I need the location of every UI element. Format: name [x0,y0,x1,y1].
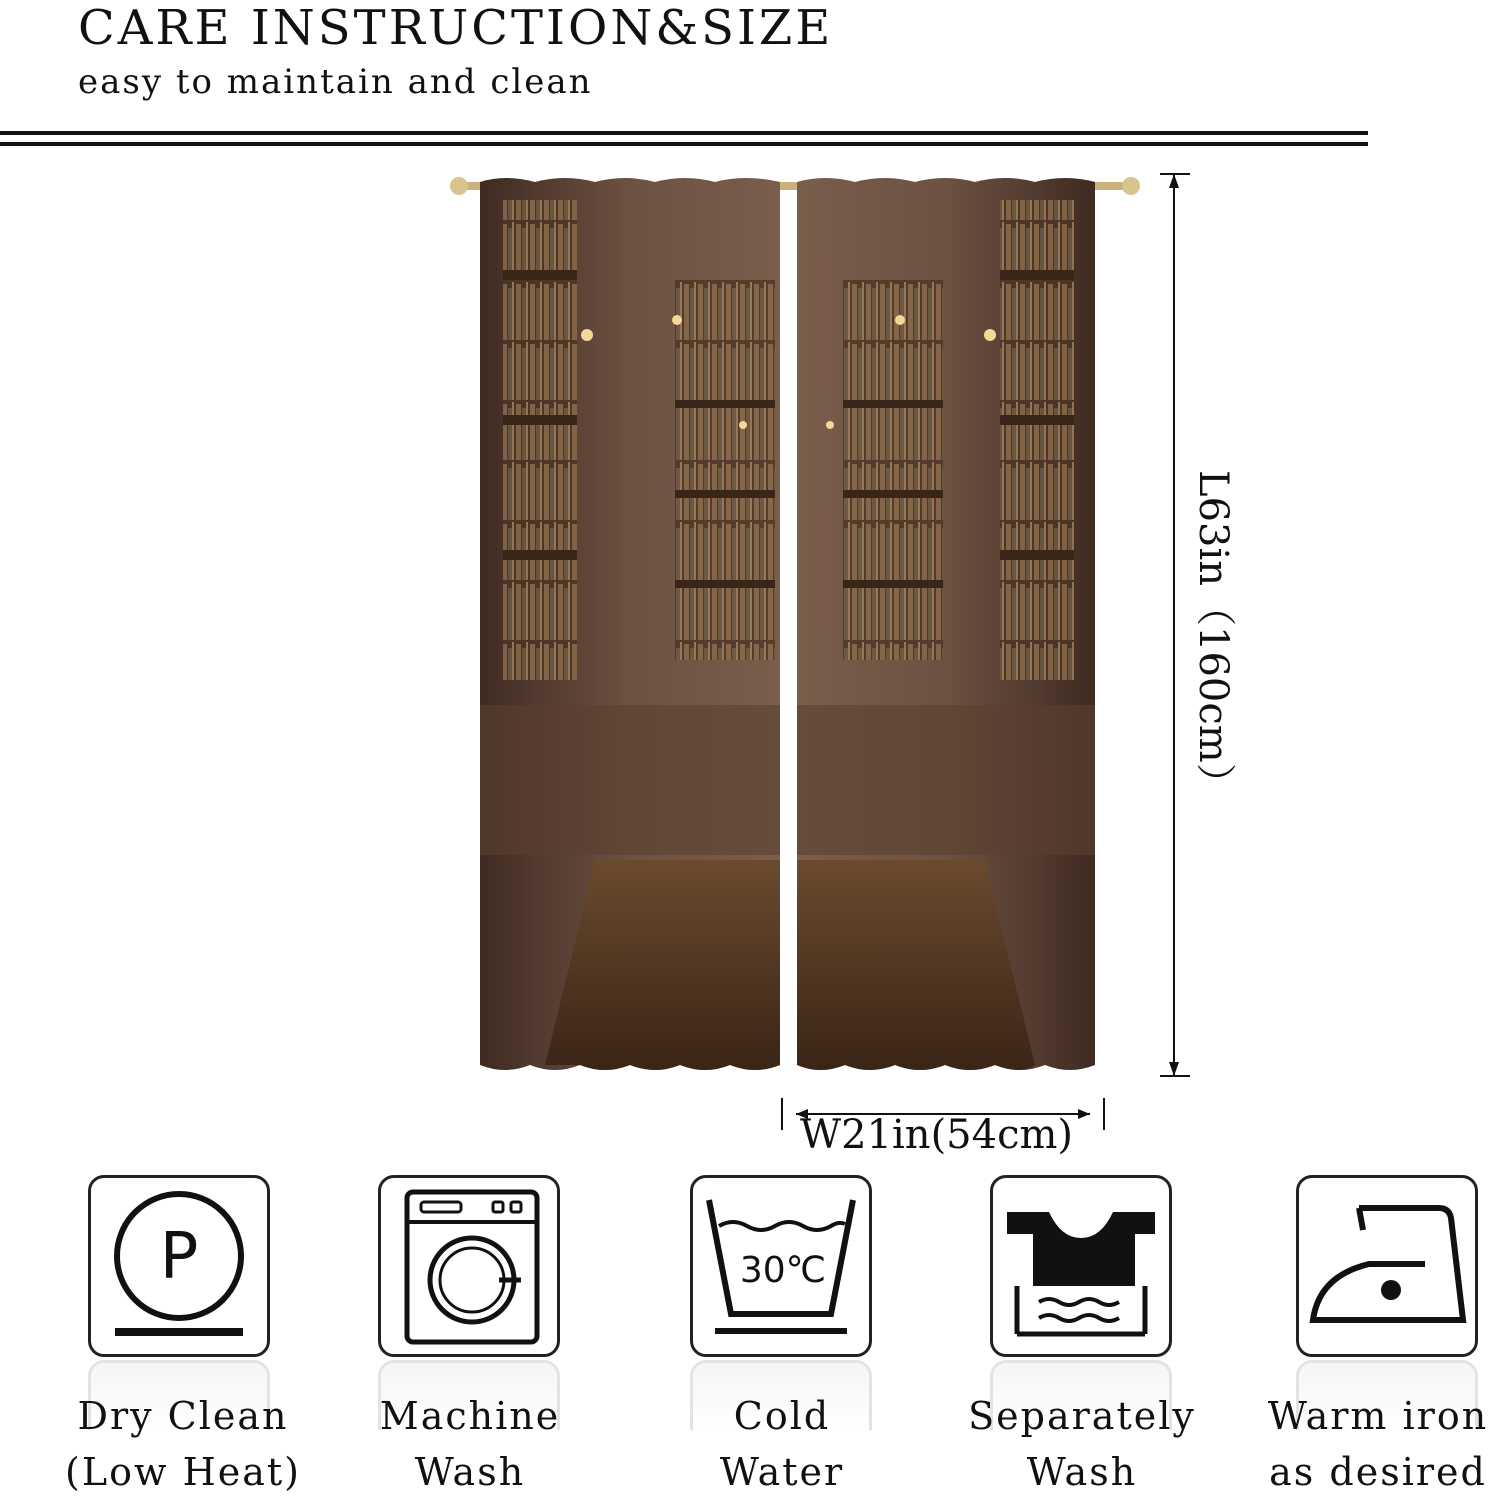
dry-clean-letter: P [159,1220,199,1294]
dry-clean-label [63,1388,303,1500]
cold-water-card [690,1175,872,1357]
warm-iron-label [1258,1388,1498,1500]
cold-water-line1: Cold [733,1394,831,1438]
divider-top [0,131,1368,135]
rod-finial-right [1122,177,1140,195]
page-subtitle: easy to maintain and clean [78,62,593,102]
machine-wash-line1: Machine [379,1394,561,1438]
temperature-badge: 30℃ [739,1250,827,1291]
washing-machine-icon [381,1178,557,1354]
curtain-image [445,160,1145,1100]
separately-wash-line2: Wash [1026,1450,1138,1494]
cold-water-line2: Water [719,1450,845,1494]
cold-water-label [662,1388,902,1500]
dry-clean-icon [91,1178,267,1354]
warm-iron-card [1296,1175,1478,1357]
width-label: W21in(54cm) [800,1112,1074,1158]
length-label: L63in（160cm） [1190,470,1236,803]
separately-wash-label [962,1388,1202,1500]
dry-clean-line2: (Low Heat) [65,1450,301,1494]
machine-wash-card [378,1175,560,1357]
iron-icon [1299,1178,1475,1354]
warm-iron-line1: Warm iron [1267,1394,1489,1438]
machine-wash-label [350,1388,590,1500]
divider-bottom [0,142,1368,146]
wash-tub-icon [693,1178,869,1354]
warm-iron-line2: as desired [1269,1450,1487,1494]
page-title: CARE INSTRUCTION&SIZE [78,0,834,56]
machine-wash-line2: Wash [414,1450,526,1494]
separately-wash-card [990,1175,1172,1357]
separate-wash-icon [993,1178,1169,1354]
dry-clean-card [88,1175,270,1357]
dry-clean-line1: Dry Clean [77,1394,289,1438]
rod-finial-left [450,177,468,195]
separately-wash-line1: Separately [968,1394,1196,1438]
